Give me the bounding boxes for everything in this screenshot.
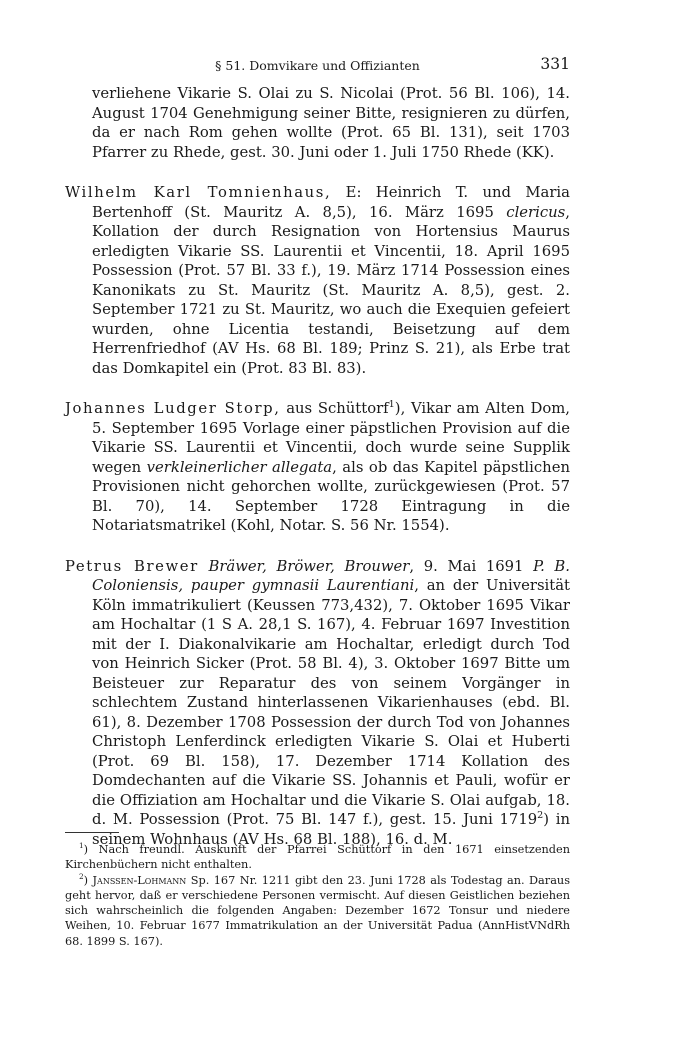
entry-brewer (65, 557, 570, 850)
entry-text: aus Schüttorf (280, 400, 389, 417)
entry-text: ), Vikar am Alten Dom, 5. September 1695 Vorlage einer päpstlichen Provision auf die Vikarie SS. Laurentii et Vincentii, doch wurde seine Supplik wegen (92, 400, 570, 476)
entry-tomnienhaus (65, 183, 570, 378)
footnote-text: ) Nach freundl. Auskunft der Pfarrei Schüttorf in den 1671 einsetzenden Kirchenbüchern nicht enthalten. (65, 843, 570, 872)
entry-text: , 9. Mai 1691 (409, 557, 534, 575)
entry-name: Johannes Ludger Storp, (65, 400, 281, 417)
entry-text: E: Heinrich T. und Maria Bertenhoff (St. Mauritz A. 8,5), 16. März 1695 (92, 184, 570, 221)
entry-text: verliehene Vikarie S. Olai zu S. Nicolai (Prot. 56 Bl. 106), 14. August 1704 Genehmigung seiner Bitte, resignieren zu dürfen, da er nach Rom gehen wollte (Prot. 65 Bl. 131), seit 1703 Pfarrer zu Rhede, gest. 30. Juni oder 1. Juli 1750 Rhede (KK). (92, 85, 570, 161)
entry-continued (65, 84, 570, 162)
main-text (65, 84, 570, 870)
footnote-author: Janssen-Lohmann (92, 873, 187, 887)
footnote-marker: 1 (79, 841, 84, 851)
entry-italic: clericus (506, 203, 566, 221)
footnotes (65, 842, 570, 949)
footnote-1 (65, 842, 570, 873)
running-title: § 51. Domvikare und Offizianten (215, 58, 420, 73)
footnote-divider (65, 832, 119, 833)
entry-name: Petrus Brewer (65, 557, 199, 575)
entry-italic: verkleinerlicher allegata (146, 458, 333, 476)
footnote-marker: 2 (79, 871, 84, 881)
entry-storp (65, 399, 570, 536)
entry-text: ) in seinem Wohnhaus (AV Hs. 68 Bl. 188), 16. d. M. (92, 811, 570, 848)
footnote-text: Sp. 167 Nr. 1211 gibt den 23. Juni 1728 als Todestag an. Daraus geht hervor, daß er verschiedene Personen vermischt. Auf diesen Geistlichen beziehen sich wahrscheinlich die folgenden Angaben: Dezember 1672 Tonsur und niedere Weihen, 10. Februar 1677 Immatrikulation an der Universität Padua (AnnHistVNdRh 68. 1899 S. 167). (65, 873, 571, 948)
entry-text: , an der Universität Köln immatrikuliert (Keussen 773,432), 7. Oktober 1695 Vikar am Hochaltar (1 S A. 28,1 S. 167), 4. Februar 1697 Investition mit der I. Diakonalvikarie am Hochaltar, erledigt durch Tod von Heinrich Sicker (Prot. 58 Bl. 4), 3. Oktober 1697 Bitte um Beisteuer zur Reparatur des von seinem Vorgänger in schlechtem Zustand hinterlassenen Vikarienhauses (ebd. Bl. 61), 8. Dezember 1708 Possession der durch Tod von Johannes Christoph Lenferdinck erledigten Vikarie S. Olai et Huberti (Prot. 69 Bl. 158), 17. Dezember 1714 Kollation des Domdechanten auf die Vikarie SS. Johannis et Pauli, wofür er die Offiziation am Hochaltar und die Vikarie S. Olai aufgab, 18. d. M. Possession (Prot. 75 Bl. 147 f.), gest. 15. Juni 1719 (92, 577, 570, 828)
page-number: 331 (540, 55, 570, 73)
page-header (65, 55, 570, 73)
footnote-ref: 1 (388, 399, 395, 411)
footnote-2: $^2$) Janssen-Lohmann Sp. 167 Nr. 1211 gibt den 23. Juni 1728 als Todestag an. Daraus geht hervor, daß er verschiedene Personen vermischt. Auf diesen Geistlichen beziehen sich wahrscheinlich die folgenden Angaben: Dezember 1672 Tonsur und niedere Weihen, 10. Februar 1677 Immatrikulation an der Universität Padua (AnnHistVNdRh 68. 1899 S. 167). (65, 871, 571, 948)
entry-italic: P. B. Coloniensis, pauper gymnasii Laurentiani (92, 557, 570, 594)
entry-text: , Kollation der durch Resignation von Hortensius Maurus erledigten Vikarie SS. Laurentii et Vincentii, 18. April 1695 Possession (Prot. 57 Bl. 33 f.), 19. März 1714 Possession eines Kanonikats zu St. Mauritz (St. Mauritz A. 8,5), gest. 2. September 1721 zu St. Mauritz, wo auch die Exequien gefeiert wurden, ohne Licentia testandi, Beisetzung auf dem Herrenfriedhof (AV Hs. 68 Bl. 189; Prinz S. 21), als Erbe trat das Domkapitel ein (Prot. 83 Bl. 83). (92, 203, 570, 377)
entry-name: Wilhelm Karl Tomnienhaus, (65, 184, 332, 201)
footnote-ref: 2 (537, 810, 544, 822)
entry-italic: Bräwer, Bröwer, Brouwer (208, 557, 410, 575)
entry-text: , als ob das Kapitel päpstlichen Provisionen nicht gehorchen wollte, zurückgewiesen (Prot. 57 Bl. 70), 14. September 1728 Eintragung in die Notariatsmatrikel (Kohl, Notar. S. 56 Nr. 1554). (92, 458, 570, 534)
